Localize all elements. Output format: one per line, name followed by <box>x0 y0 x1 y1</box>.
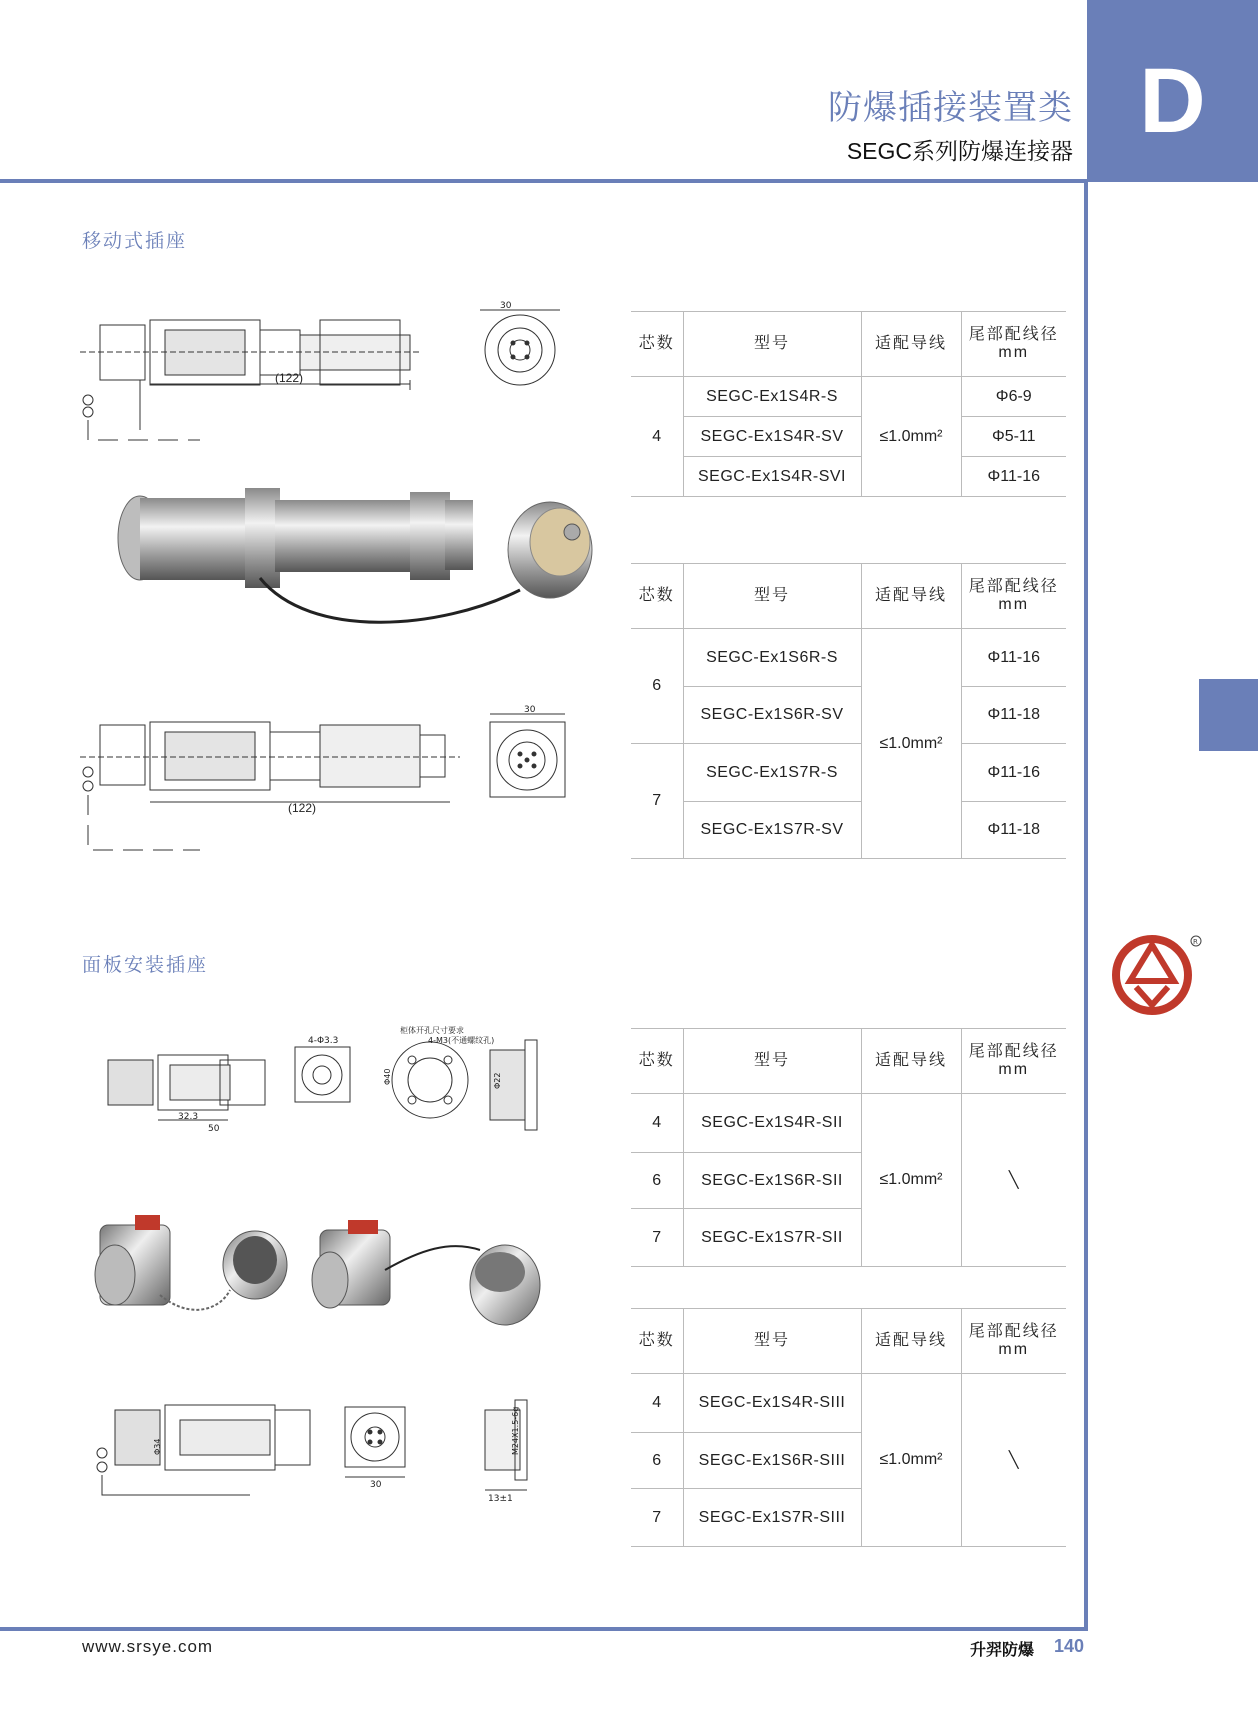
cell-model: SEGC-Ex1S6R-S <box>683 629 861 687</box>
length-label: (122) <box>275 371 304 385</box>
cell-tail: Φ5-11 <box>961 417 1066 457</box>
cell-tail: Φ11-16 <box>961 457 1066 497</box>
cell-cores: 4 <box>631 1094 683 1153</box>
cell-tail: Φ11-16 <box>961 629 1066 687</box>
right-border <box>1084 179 1088 1631</box>
col-header-model: 型号 <box>683 1309 861 1374</box>
svg-text:柜体开孔尺寸要求: 柜体开孔尺寸要求 <box>400 1026 464 1035</box>
page-number: 140 <box>1054 1636 1085 1656</box>
cell-cores: 6 <box>631 1433 683 1489</box>
svg-text:13±1: 13±1 <box>488 1494 513 1504</box>
svg-text:Φ22: Φ22 <box>493 1072 502 1089</box>
cell-model: SEGC-Ex1S7R-S <box>683 744 861 802</box>
cell-cores: 6 <box>631 629 683 744</box>
col-header-wire: 适配导线 <box>861 312 961 377</box>
col-header-model: 型号 <box>683 1029 861 1094</box>
spec-table-panel-sii <box>631 1028 1066 1267</box>
spec-table-panel-siii <box>631 1308 1066 1547</box>
svg-text:4-Φ3.3: 4-Φ3.3 <box>308 1036 339 1046</box>
spec-table-mobile-6-7core <box>631 563 1066 859</box>
cell-model: SEGC-Ex1S4R-SVI <box>683 457 861 497</box>
mobile-4core-drawing <box>80 300 580 450</box>
svg-text:50: 50 <box>208 1124 220 1134</box>
svg-text:30: 30 <box>500 301 512 311</box>
cell-cores: 6 <box>631 1153 683 1209</box>
cell-model: SEGC-Ex1S4R-S <box>683 377 861 417</box>
svg-text:R: R <box>1193 938 1198 946</box>
side-index-tab <box>1199 679 1258 751</box>
cell-model: SEGC-Ex1S6R-SIII <box>683 1433 861 1489</box>
cell-model: SEGC-Ex1S7R-SII <box>683 1209 861 1267</box>
cell-model: SEGC-Ex1S6R-SV <box>683 687 861 744</box>
cell-cores: 4 <box>631 377 683 497</box>
cell-tail: Φ11-18 <box>961 687 1066 744</box>
col-header-wire: 适配导线 <box>861 1029 961 1094</box>
length-label: (122) <box>288 801 317 815</box>
cell-tail: ╲ <box>961 1094 1066 1267</box>
svg-text:Φ34: Φ34 <box>153 1438 162 1455</box>
cell-model: SEGC-Ex1S4R-SII <box>683 1094 861 1153</box>
cell-model: SEGC-Ex1S6R-SII <box>683 1153 861 1209</box>
col-header-model: 型号 <box>683 312 861 377</box>
cell-model: SEGC-Ex1S4R-SV <box>683 417 861 457</box>
section-title-mobile: 移动式插座 <box>82 230 188 252</box>
cell-cores: 4 <box>631 1374 683 1433</box>
col-header-model: 型号 <box>683 564 861 629</box>
col-header-tail: 尾部配线径 mm <box>961 312 1066 377</box>
chapter-letter: D <box>1139 50 1206 152</box>
col-header-cores: 芯数 <box>631 1309 683 1374</box>
spec-table-mobile-4core <box>631 311 1066 497</box>
footer-url[interactable]: www.srsye.com <box>82 1637 214 1656</box>
footer-divider <box>0 1627 1088 1631</box>
panel-siii-drawing <box>90 1395 570 1510</box>
cell-cores: 7 <box>631 1489 683 1547</box>
cell-wire: ≤1.0mm² <box>861 1094 961 1267</box>
panel-sii-drawing <box>90 1026 570 1145</box>
cell-tail: ╲ <box>961 1374 1066 1547</box>
mobile-6-7core-drawing <box>80 705 590 860</box>
section-title-panel: 面板安装插座 <box>82 954 209 976</box>
svg-text:32.3: 32.3 <box>178 1112 199 1122</box>
brand-logo <box>1112 933 1202 1023</box>
header-divider <box>0 179 1087 183</box>
col-header-tail: 尾部配线径 mm <box>961 1309 1066 1374</box>
cell-wire: ≤1.0mm² <box>861 377 961 497</box>
cell-wire: ≤1.0mm² <box>861 1374 961 1547</box>
col-header-wire: 适配导线 <box>861 1309 961 1374</box>
cell-wire: ≤1.0mm² <box>861 629 961 859</box>
cell-tail: Φ11-18 <box>961 802 1066 859</box>
cell-tail: Φ6-9 <box>961 377 1066 417</box>
col-header-tail: 尾部配线径 mm <box>961 564 1066 629</box>
cell-model: SEGC-Ex1S4R-SIII <box>683 1374 861 1433</box>
mobile-connector-photo <box>110 470 610 640</box>
footer-brand: 升羿防爆 <box>970 1640 1035 1659</box>
cell-cores: 7 <box>631 1209 683 1267</box>
col-header-cores: 芯数 <box>631 312 683 377</box>
svg-text:30: 30 <box>370 1480 382 1490</box>
col-header-cores: 芯数 <box>631 564 683 629</box>
cell-cores: 7 <box>631 744 683 859</box>
svg-text:M24X1.5-6g: M24X1.5-6g <box>511 1406 520 1455</box>
cell-model: SEGC-Ex1S7R-SV <box>683 802 861 859</box>
col-header-tail: 尾部配线径 mm <box>961 1029 1066 1094</box>
svg-text:4-M3(不通螺纹孔): 4-M3(不通螺纹孔) <box>428 1036 495 1045</box>
series-title: SEGC系列防爆连接器 <box>846 138 1073 164</box>
cell-tail: Φ11-16 <box>961 744 1066 802</box>
cell-model: SEGC-Ex1S7R-SIII <box>683 1489 861 1547</box>
col-header-wire: 适配导线 <box>861 564 961 629</box>
col-header-cores: 芯数 <box>631 1029 683 1094</box>
svg-text:Φ40: Φ40 <box>383 1068 392 1085</box>
panel-connector-photos <box>80 1210 580 1340</box>
chapter-tab <box>1087 0 1258 182</box>
svg-text:30: 30 <box>524 705 536 715</box>
category-title: 防爆插接装置类 <box>828 88 1073 128</box>
